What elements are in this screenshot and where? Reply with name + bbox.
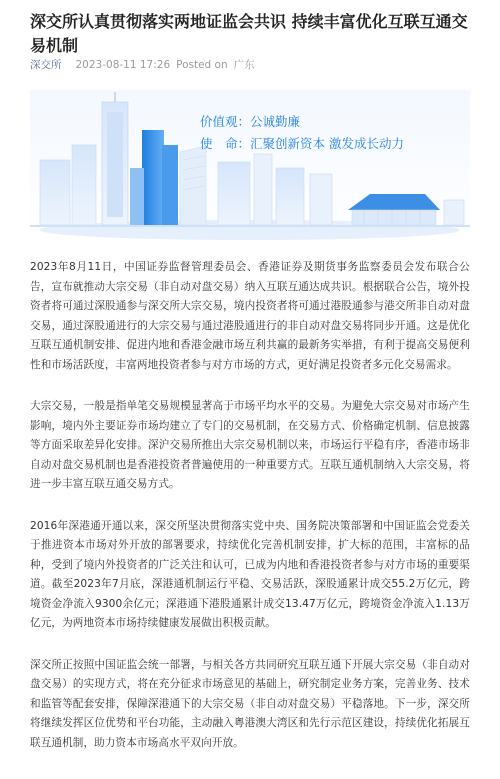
article-paragraph: 深交所正按照中国证监会统一部署，与相关各方共同研究互联互通下开展大宗交易（非自动对盘交易）的实现方式，将在充分征求市场意见的基础上，研究制定业务方案，完善业务、技术和监管等配套安排，保障深港通下的大宗交易（非自动对盘交易）平稳落地。下一步，深交所将继续发挥区位优势和平台功能，主动融入粤港澳大湾区和先行示范区建设，持续优化拓展互联互通机制，助力资本市场高水平双向开放。 [30,658,470,749]
banner-values-text: 价值观：公诚勤廉 [200,114,301,129]
publish-time: 2023-08-11 17:26 [75,59,171,71]
banner-mission-text: 使 命：汇聚创新资本 激发成长动力 [200,136,404,151]
location: 广东 [233,59,255,71]
article-title: 深交所认真贯彻落实两地证监会共识 持续丰富优化互联互通交易机制 [30,12,468,55]
banner-image [30,90,470,240]
article-paragraph: 大宗交易，一般是指单笔交易规模显著高于市场平均水平的交易。为避免大宗交易对市场产生影响，境内外主要证券市场均建立了专门的交易机制，在交易方式、价格确定机制、信息披露等方面采取差异化安排。深沪交易所推出大宗交易机制以来，市场运行平稳有序，香港市场非自动对盘交易机制也是香港投资者普遍使用的一种重要方式。互联互通机制纳入大宗交易，将进一步丰富互联互通交易方式。 [30,400,470,490]
posted-on-label: Posted on [176,59,228,71]
article-meta [30,59,255,71]
city-skyline-illustration [30,90,470,240]
article-paragraph: 2023年8月11日，中国证券监督管理委员会、香港证券及期货事务监察委员会发布联合公告，宣布就推动大宗交易（非自动对盘交易）纳入互联互通达成共识。根据联合公告，境外投资者将可通过深股通参与深交所大宗交易，境内投资者将可通过港股通参与港交所非自动对盘交易，通过深股通进行的大宗交易与通过港股通进行的非自动对盘交易将同步开通。这是优化互联互通机制安排、促进内地和香港金融市场互利共赢的最新务实举措，有利于提高交易便利性和市场活跃度，丰富两地投资者参与对方市场的方式，更好满足投资者多元化交易需求。 [30,261,470,371]
source-link[interactable]: 深交所 [30,59,62,71]
article-body [30,258,470,775]
article-paragraph: 2016年深港通开通以来，深交所坚决贯彻落实党中央、国务院决策部署和中国证监会党委关于推进资本市场对外开放的部署要求，持续优化完善机制安排，扩大标的范围，丰富标的品种，受到了境内外投资者的广泛关注和认可，已成为内地和香港投资者参与对方市场的重要渠道。截至2023年7月底，深港通机制运行平稳、交易活跃，深股通累计成交55.2万亿元，跨境资金净流入9300余亿元；深港通下港股通累计成交13.47万亿元，跨境资金净流入1.13万亿元，为两地资本市场持续健康发展做出积极贡献。 [30,519,470,629]
